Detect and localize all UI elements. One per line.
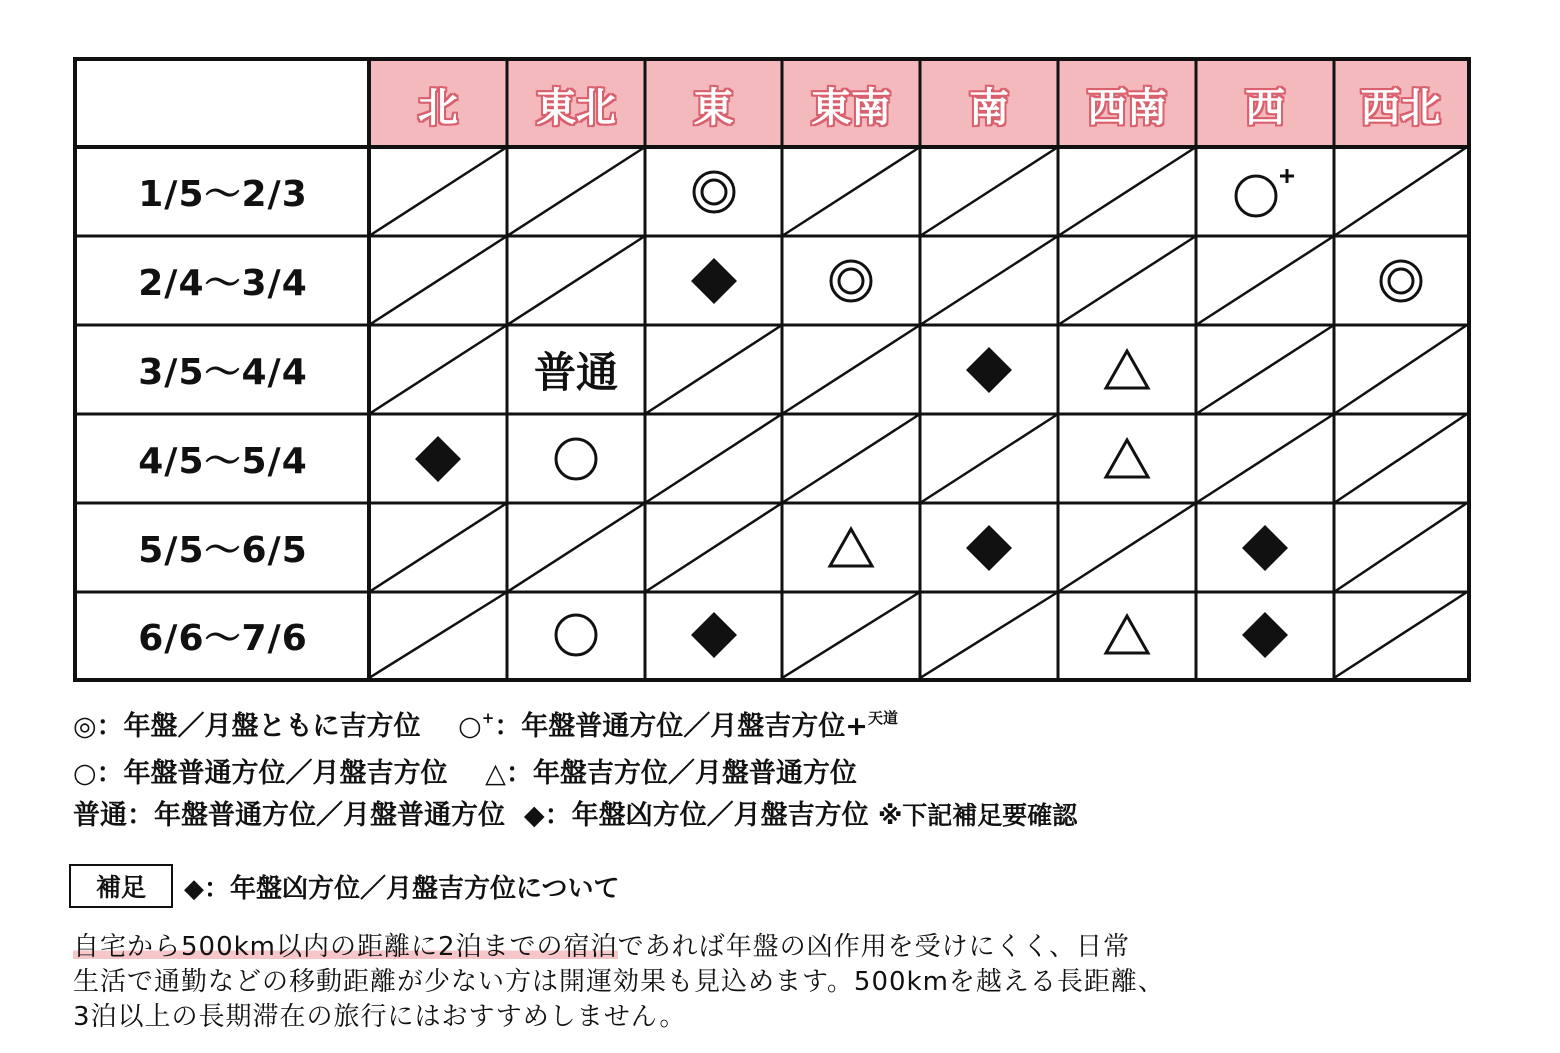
supplement-paragraph-line-3: 3泊以上の長期滞在の旅行にはおすすめしません。 xyxy=(73,1002,687,1032)
legend-line-2 xyxy=(73,751,857,790)
legend-circle-plus-symbol: ○ xyxy=(458,711,482,742)
supplement-paragraph-line-2: 生活で通勤などの移動距離が少ない方は開運効果も見込めます。500kmを越える長距離、 xyxy=(73,967,1165,997)
circle-icon xyxy=(507,592,645,678)
triangle-icon xyxy=(1058,414,1196,503)
row-label: 2/4～3/4 xyxy=(138,263,308,304)
row-label: 3/5～4/4 xyxy=(138,352,308,393)
legend-tendo: 天道 xyxy=(867,709,898,727)
column-header: 南 xyxy=(920,61,1058,147)
table-cell xyxy=(1058,325,1196,414)
cell-text: 普通 xyxy=(533,347,618,397)
column-header: 北 xyxy=(369,61,507,147)
double-circle-icon xyxy=(645,147,782,236)
table-cell xyxy=(920,325,1058,414)
row-label: 6/6～7/6 xyxy=(138,617,308,659)
legend-double-circle: ◎：年盤／月盤ともに吉方位 xyxy=(73,711,421,742)
supplement-paragraph-line-1 xyxy=(73,926,1130,963)
circle-plus-icon xyxy=(1196,147,1334,236)
paragraph-text: であれば年盤の凶作用を受けにくく、日常 xyxy=(617,932,1131,962)
triangle-icon xyxy=(1058,592,1196,678)
double-circle-icon xyxy=(782,236,920,325)
column-header: 西 xyxy=(1196,61,1334,147)
legend-circle-plus: ：年盤普通方位／月盤吉方位+ xyxy=(494,711,868,742)
table-cell xyxy=(1196,503,1334,592)
legend-futsu: 普通：年盤普通方位／月盤普通方位 xyxy=(73,800,505,831)
diamond-icon xyxy=(1196,592,1334,678)
row-label: 5/5～6/5 xyxy=(138,530,308,571)
circle-icon xyxy=(507,414,645,503)
diamond-icon xyxy=(1196,503,1334,592)
legend-diamond: ◆：年盤凶方位／月盤吉方位 xyxy=(523,800,869,831)
legend-triangle: △：年盤吉方位／月盤普通方位 xyxy=(485,758,857,789)
table-cell xyxy=(1058,592,1196,678)
table-cell xyxy=(645,592,782,678)
table-cell xyxy=(369,414,507,503)
table-cell xyxy=(1196,592,1334,678)
diamond-icon xyxy=(645,592,782,678)
fortune-direction-table xyxy=(73,57,1471,682)
table-cell xyxy=(507,592,645,678)
table-cell xyxy=(507,325,645,414)
row-label: 1/5～2/3 xyxy=(138,174,308,215)
column-header: 東北 xyxy=(507,61,645,147)
row-label: 4/5～5/4 xyxy=(138,441,308,482)
column-header: 東南 xyxy=(782,61,920,147)
legend-plus-sup: + xyxy=(481,709,495,727)
diamond-icon xyxy=(920,503,1058,592)
double-circle-icon xyxy=(1334,236,1467,325)
table-cell xyxy=(1334,236,1467,325)
legend-line-3 xyxy=(73,793,1077,832)
triangle-icon xyxy=(1058,325,1196,414)
table-cell xyxy=(507,414,645,503)
triangle-icon xyxy=(782,503,920,592)
table-cell xyxy=(782,503,920,592)
column-header: 西南 xyxy=(1058,61,1196,147)
column-header: 東 xyxy=(645,61,782,147)
table-cell xyxy=(1058,414,1196,503)
legend-note-ref: ※下記補足要確認 xyxy=(877,801,1078,830)
legend-circle: ○：年盤普通方位／月盤吉方位 xyxy=(73,758,448,789)
supplement-label: 補足 xyxy=(69,864,173,908)
table-cell xyxy=(920,503,1058,592)
diamond-icon xyxy=(920,325,1058,414)
table-cell xyxy=(1196,147,1334,236)
table-cell xyxy=(782,236,920,325)
diamond-icon xyxy=(369,414,507,503)
column-header: 西北 xyxy=(1334,61,1467,147)
supplement-title: ◆：年盤凶方位／月盤吉方位について xyxy=(184,874,620,904)
highlighted-text: 自宅から500km以内の距離に2泊までの宿泊 xyxy=(73,932,618,962)
legend-line-1 xyxy=(73,704,898,743)
diamond-icon xyxy=(645,236,782,325)
table-cell xyxy=(645,147,782,236)
table-cell xyxy=(645,236,782,325)
